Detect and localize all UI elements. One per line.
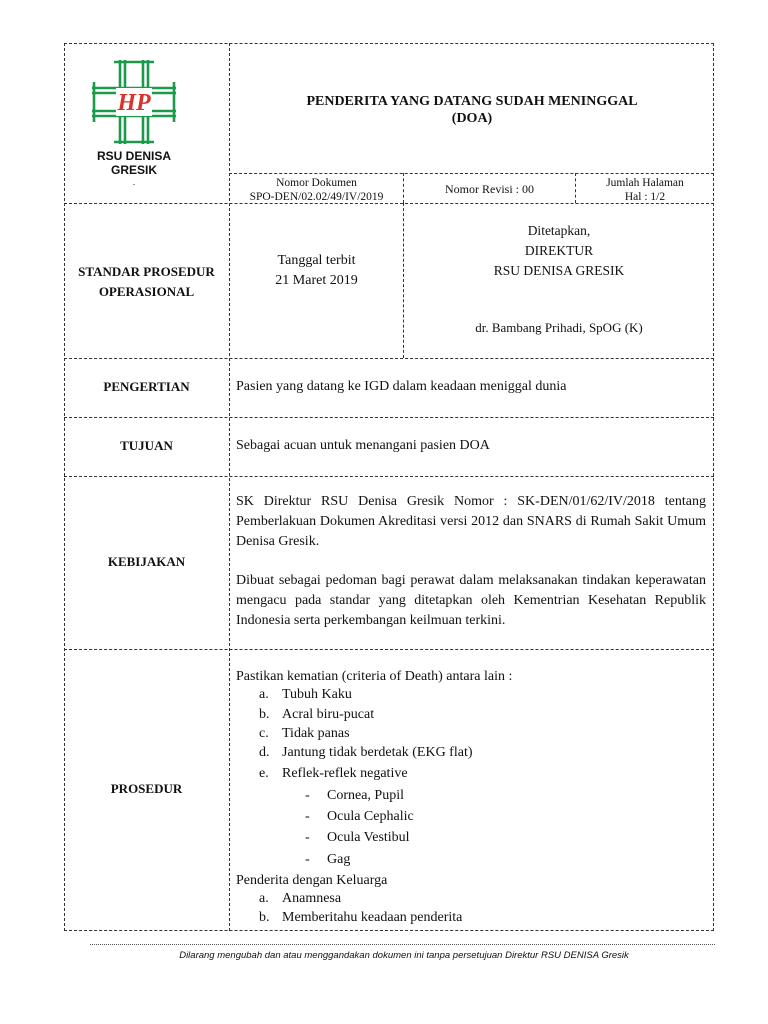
kebijakan-paragraph-2: Dibuat sebagai pedoman bagi perawat dalam melaksanakan tindakan keperawatan mengacu pada standar yang ditetapkan oleh Kementrian Kesehatan Republik Indonesia serta perkembangan keilmuan terkini. [236,573,706,628]
prosedur-label: PROSEDUR [110,781,183,796]
sub-list-marker: - [305,830,310,845]
header-row-divider [229,173,714,174]
list-text: Tubuh Kaku [282,687,352,702]
kebijakan-label: KEBIJAKAN [107,554,186,569]
logo-dot: . [132,177,136,187]
family-intro: Penderita dengan Keluarga [236,873,388,888]
doc-number-cell [230,176,403,204]
page-count-cell [576,176,714,204]
list-item [259,726,350,742]
list-marker: b. [259,707,270,722]
footer-disclaimer: Dilarang mengubah dan atau menggandakan dokumen ini tanpa persetujuan Direktur RSU DENISA Gresik [179,950,629,961]
approval-institution: RSU DENISA GRESIK [493,263,625,278]
pengertian-text: Pasien yang datang ke IGD dalam keadaan meniggal dunia [236,379,567,394]
sub-list-marker: - [305,852,310,867]
list-marker: e. [259,766,269,781]
hospital-logo [90,58,178,146]
signatory-name: dr. Bambang Prihadi, SpOG (K) [475,320,643,335]
sub-list-text: Gag [327,852,351,867]
approval-block [404,221,714,281]
kebijakan-paragraph-1: SK Direktur RSU Denisa Gresik Nomor : SK-DEN/01/62/IV/2018 tentang Pemberlakuan Dokumen Akreditasi versi 2012 dan SNARS di Rumah Sakit Umum Denisa Gresik. [236,494,706,549]
list-marker: c. [259,726,269,741]
row-divider [64,649,714,650]
title-line: PENDERITA YANG DATANG SUDAH MENINGGAL [306,94,638,109]
hospital-name-line: RSU DENISA [96,149,171,163]
family-list-item [259,891,341,907]
footer-divider [90,944,715,945]
title-subline: (DOA) [451,111,493,126]
prosedur-intro: Pastikan kematian (criteria of Death) antara lain : [236,669,513,684]
list-text: Tidak panas [282,726,350,741]
tujuan-label: TUJUAN [120,438,173,453]
issue-date-value: 21 Maret 2019 [275,273,358,288]
sop-label-line: OPERASIONAL [98,284,195,299]
row-divider [64,417,714,418]
sub-list-marker: - [305,788,310,803]
list-item [259,766,408,782]
sop-label [64,262,229,302]
hospital-city: GRESIK [110,163,157,177]
list-text: Acral biru-pucat [282,707,375,722]
sub-list-item [305,809,414,825]
sub-list-marker: - [305,809,310,824]
list-marker: d. [259,745,270,760]
logo-monogram: HP [117,90,151,116]
issue-date [230,251,403,291]
list-marker: a. [259,687,269,702]
sub-list-text: Ocula Cephalic [327,809,414,824]
sop-label-line: STANDAR PROSEDUR [78,264,215,279]
list-marker: b. [259,910,270,925]
list-text: Jantung tidak berdetak (EKG flat) [282,745,473,760]
list-marker: a. [259,891,269,906]
revision-number: Nomor Revisi : 00 [445,182,534,196]
list-text: Memberitahu keadaan penderita [282,910,463,925]
doc-number-label: Nomor Dokumen [276,177,357,189]
sub-list-item [305,830,410,846]
sub-list-item [305,788,404,804]
list-item [259,707,374,723]
doc-number-value: SPO-DEN/02.02/49/IV/2019 [249,191,384,203]
pengertian-label: PENGERTIAN [103,379,190,394]
tujuan-text: Sebagai acuan untuk menangani pasien DOA [236,438,490,453]
page-count-value: Hal : 1/2 [624,191,666,203]
document-title [230,93,714,127]
row-divider [64,476,714,477]
issue-date-label: Tanggal terbit [277,253,356,268]
list-text: Anamnesa [282,891,342,906]
list-text: Reflek-reflek negative [282,766,408,781]
page-count-label: Jumlah Halaman [606,177,684,189]
list-item [259,745,473,761]
approval-title: DIREKTUR [524,243,594,258]
sub-list-item [305,852,350,868]
sub-list-text: Cornea, Pupil [327,788,404,803]
list-item [259,687,352,703]
family-list-item [259,910,462,926]
approval-line: Ditetapkan, [527,223,591,238]
hospital-name [86,149,182,187]
sub-list-text: Ocula Vestibul [327,830,410,845]
row-divider [64,358,714,359]
